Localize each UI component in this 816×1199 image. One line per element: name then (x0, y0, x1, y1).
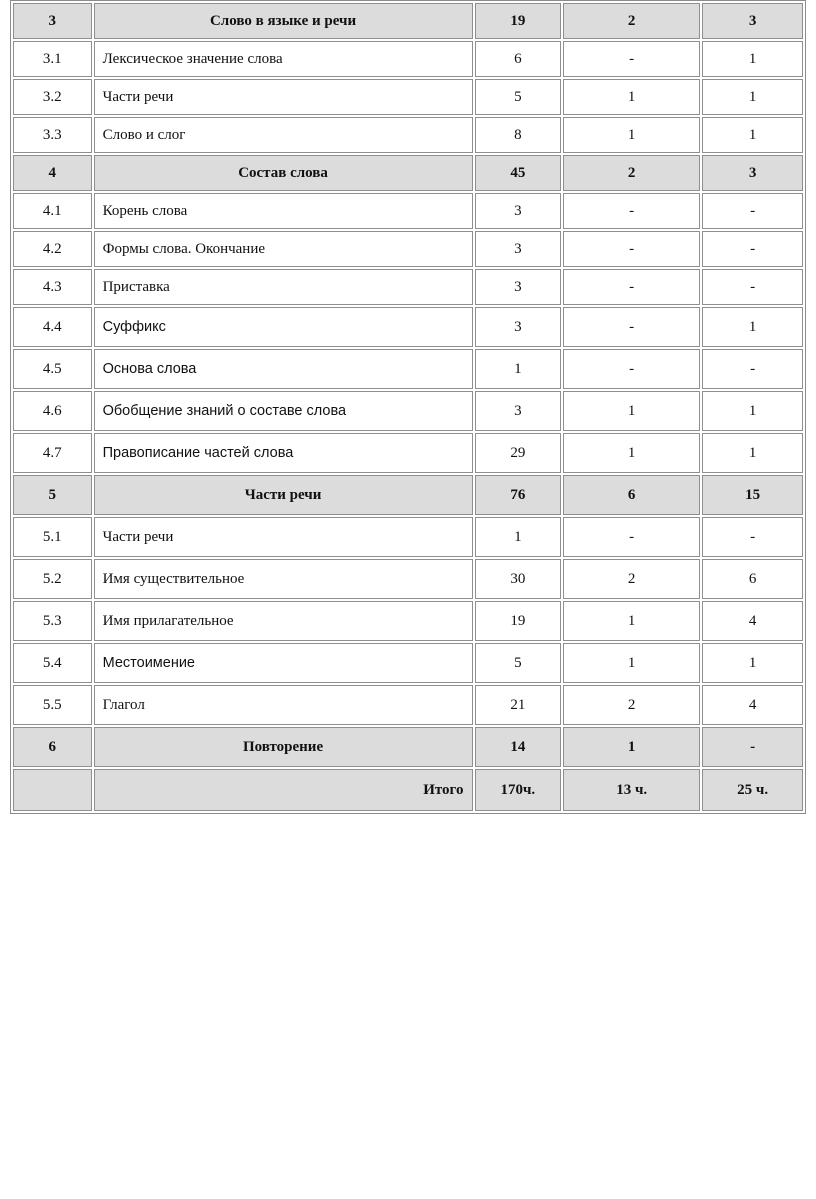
topic-row (13, 117, 803, 153)
section-row (13, 475, 803, 515)
row-col-b: 1 (702, 643, 803, 683)
topic-row (13, 601, 803, 641)
total-label: Итого (94, 769, 473, 811)
row-number: 3.1 (13, 41, 92, 77)
row-col-b: 1 (702, 433, 803, 473)
row-title: Части речи (94, 475, 473, 515)
row-title: Местоимение (94, 643, 473, 683)
row-col-a: 2 (563, 559, 700, 599)
row-title: Правописание частей слова (94, 433, 473, 473)
row-col-b: 1 (702, 41, 803, 77)
row-col-a: - (563, 193, 700, 229)
row-col-b: 1 (702, 117, 803, 153)
row-number: 5.2 (13, 559, 92, 599)
row-hours: 3 (475, 193, 562, 229)
row-col-a: 6 (563, 475, 700, 515)
row-col-a: 1 (563, 79, 700, 115)
row-col-b: 3 (702, 155, 803, 191)
row-col-b: - (702, 349, 803, 389)
row-col-a: 1 (563, 727, 700, 767)
topic-row (13, 269, 803, 305)
row-title: Повторение (94, 727, 473, 767)
row-hours: 6 (475, 41, 562, 77)
row-col-a: 1 (563, 601, 700, 641)
row-hours: 8 (475, 117, 562, 153)
row-number: 5.4 (13, 643, 92, 683)
row-title: Слово в языке и речи (94, 3, 473, 39)
total-number (13, 769, 92, 811)
row-number: 4.1 (13, 193, 92, 229)
section-row (13, 3, 803, 39)
row-number: 4.6 (13, 391, 92, 431)
row-title: Глагол (94, 685, 473, 725)
row-col-a: 1 (563, 433, 700, 473)
row-title: Корень слова (94, 193, 473, 229)
row-col-b: - (702, 193, 803, 229)
row-number: 4.3 (13, 269, 92, 305)
row-col-a: - (563, 231, 700, 267)
row-number: 5.3 (13, 601, 92, 641)
row-title: Имя прилагательное (94, 601, 473, 641)
row-col-a: - (563, 307, 700, 347)
row-col-b: 6 (702, 559, 803, 599)
topic-row (13, 559, 803, 599)
row-number: 4.4 (13, 307, 92, 347)
topic-row (13, 517, 803, 557)
row-col-b: - (702, 517, 803, 557)
row-title: Основа слова (94, 349, 473, 389)
row-hours: 29 (475, 433, 562, 473)
row-col-b: 1 (702, 79, 803, 115)
row-col-a: - (563, 269, 700, 305)
row-hours: 21 (475, 685, 562, 725)
row-col-a: 2 (563, 3, 700, 39)
row-col-b: 4 (702, 685, 803, 725)
row-hours: 1 (475, 517, 562, 557)
row-col-b: 1 (702, 307, 803, 347)
row-number: 4.5 (13, 349, 92, 389)
row-hours: 14 (475, 727, 562, 767)
row-col-a: - (563, 349, 700, 389)
row-title: Части речи (94, 79, 473, 115)
topic-row (13, 307, 803, 347)
section-row (13, 727, 803, 767)
row-hours: 76 (475, 475, 562, 515)
row-number: 3 (13, 3, 92, 39)
row-col-b: - (702, 269, 803, 305)
row-number: 4.7 (13, 433, 92, 473)
row-number: 3.2 (13, 79, 92, 115)
total-row (13, 769, 803, 811)
row-col-b: - (702, 231, 803, 267)
total-col-a: 13 ч. (563, 769, 700, 811)
row-col-a: 1 (563, 391, 700, 431)
row-hours: 19 (475, 3, 562, 39)
row-hours: 19 (475, 601, 562, 641)
row-title: Состав слова (94, 155, 473, 191)
row-col-a: 2 (563, 685, 700, 725)
row-col-a: - (563, 41, 700, 77)
row-title: Имя существительное (94, 559, 473, 599)
curriculum-table (10, 0, 806, 814)
row-hours: 5 (475, 643, 562, 683)
total-hours: 170ч. (475, 769, 562, 811)
topic-row (13, 41, 803, 77)
row-col-b: 1 (702, 391, 803, 431)
row-title: Формы слова. Окончание (94, 231, 473, 267)
row-hours: 5 (475, 79, 562, 115)
row-col-a: - (563, 517, 700, 557)
row-hours: 45 (475, 155, 562, 191)
row-title: Лексическое значение слова (94, 41, 473, 77)
row-title: Приставка (94, 269, 473, 305)
row-col-a: 1 (563, 117, 700, 153)
section-row (13, 155, 803, 191)
row-col-b: 3 (702, 3, 803, 39)
row-hours: 3 (475, 391, 562, 431)
row-hours: 1 (475, 349, 562, 389)
row-title: Обобщение знаний о составе слова (94, 391, 473, 431)
row-hours: 30 (475, 559, 562, 599)
row-col-a: 1 (563, 643, 700, 683)
row-number: 5.1 (13, 517, 92, 557)
topic-row (13, 193, 803, 229)
total-col-b: 25 ч. (702, 769, 803, 811)
row-number: 3.3 (13, 117, 92, 153)
topic-row (13, 79, 803, 115)
row-number: 5.5 (13, 685, 92, 725)
row-col-b: - (702, 727, 803, 767)
row-hours: 3 (475, 307, 562, 347)
topic-row (13, 643, 803, 683)
row-title: Слово и слог (94, 117, 473, 153)
topic-row (13, 685, 803, 725)
row-number: 4.2 (13, 231, 92, 267)
row-col-b: 15 (702, 475, 803, 515)
topic-row (13, 433, 803, 473)
row-col-a: 2 (563, 155, 700, 191)
row-title: Части речи (94, 517, 473, 557)
topic-row (13, 231, 803, 267)
row-number: 4 (13, 155, 92, 191)
row-hours: 3 (475, 269, 562, 305)
row-col-b: 4 (702, 601, 803, 641)
topic-row (13, 391, 803, 431)
row-number: 6 (13, 727, 92, 767)
row-title: Суффикс (94, 307, 473, 347)
row-number: 5 (13, 475, 92, 515)
row-hours: 3 (475, 231, 562, 267)
topic-row (13, 349, 803, 389)
